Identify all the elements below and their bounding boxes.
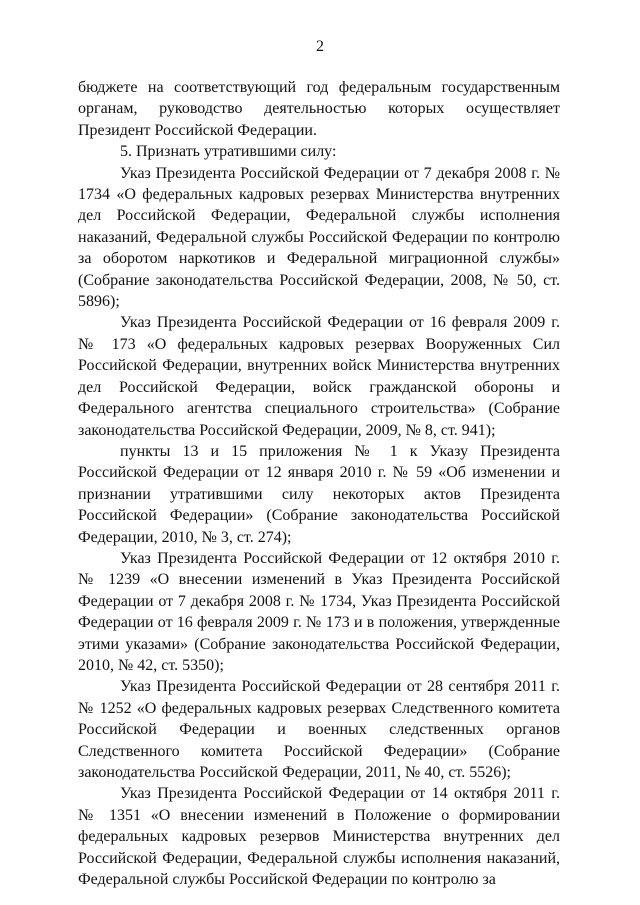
paragraph-budget-continuation: бюджете на соответствующий год федеральным государственным органам, руководство деятельностью которых осуществляет Президент Российской Федерации.: [78, 79, 560, 139]
paragraph-decree-1239: Указ Президента Российской Федерации от 12 октября 2010 г. № 1239 «О внесении изменений в Указ Президента Российской Федерации от 7 декабря 2008 г. № 1734, Указ Президента Российской Федерации от 16 февраля 2009 г. № 173 и в положения, утвержденные этими указами» (Собрание законодательства Российской Федерации, 2010, № 42, ст. 5350);: [78, 549, 560, 674]
paragraph-decree-173: Указ Президента Российской Федерации от 16 февраля 2009 г. № 173 «О федеральных кадровых резервах Вооруженных Сил Российской Федерации, внутренних войск Министерства внутренних дел Российской Федерации, войск гражданской обороны и Федерального агентства специального строительства» (Собрание законодательства Российской Федерации, 2009, № 8, ст. 941);: [78, 314, 560, 439]
paragraph-decree-1351: Указ Президента Российской Федерации от 14 октября 2011 г. № 1351 «О внесении изменений в Положение о формировании федеральных кадровых резервов Министерства внутренних дел Российской Федерации, Федеральной службы исполнения наказаний, Федеральной службы Российской Федерации по контролю за: [78, 785, 560, 889]
page-number: 2: [316, 38, 324, 55]
paragraph-item-5-heading: 5. Признать утратившими силу:: [120, 143, 337, 161]
document-body: [78, 77, 560, 890]
paragraph-decree-59-points: пункты 13 и 15 приложения № 1 к Указу Президента Российской Федерации от 12 января 2010 г. № 59 «Об изменении и признании утратившими силу некоторых актов Президента Российской Федерации» (Собрание законодательства Российской Федерации, 2010, № 3, ст. 274);: [78, 442, 560, 546]
paragraph-decree-1734: Указ Президента Российской Федерации от 7 декабря 2008 г. № 1734 «О федеральных кадровых резервах Министерства внутренних дел Российской Федерации, Федеральной службы исполнения наказаний, Федеральной службы Российской Федерации по контролю за оборотом наркотиков и Федеральной миграционной службы» (Собрание законодательства Российской Федерации, 2008, № 50, ст. 5896);: [78, 164, 560, 311]
paragraph-decree-1252: Указ Президента Российской Федерации от 28 сентября 2011 г. № 1252 «О федеральных кадровых резервах Следственного комитета Российской Федерации и военных следственных органов Следственного комитета Российской Федерации» (Собрание законодательства Российской Федерации, 2011, № 40, ст. 5526);: [78, 678, 560, 781]
